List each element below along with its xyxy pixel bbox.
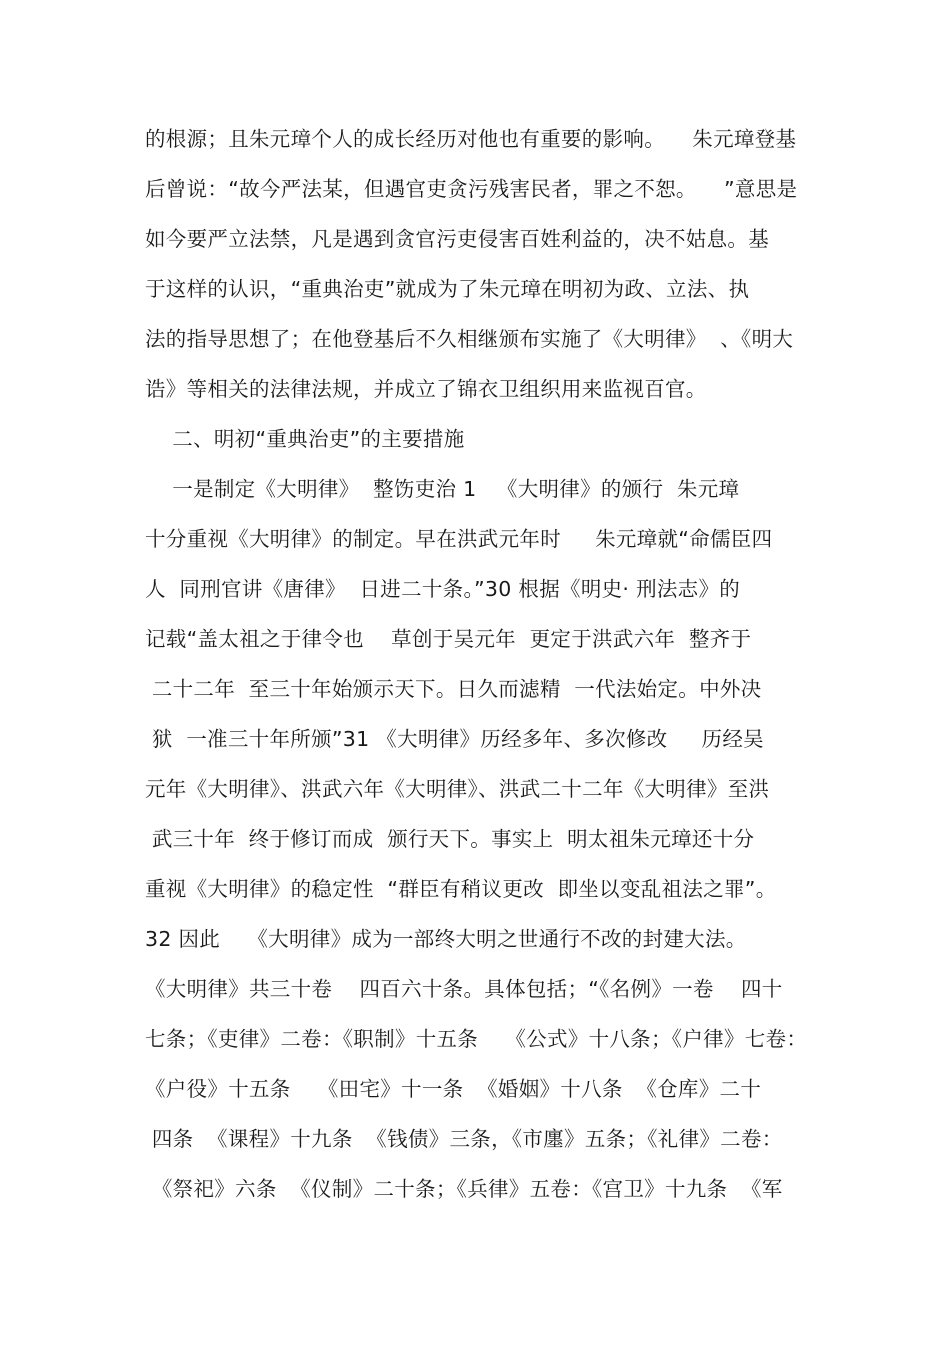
text-line: 法的指导思想了；在他登基后不久相继颁布实施了《大明律》 、《明大 bbox=[145, 327, 794, 351]
text-line: 狱 一准三十年所颁”31 《大明律》历经多年、多次修改 历经吴 bbox=[145, 727, 764, 751]
section-heading: 二、明初“重典治吏”的主要措施 bbox=[145, 427, 465, 451]
text-line: 后曾说：“故今严法某，但遇官吏贪污残害民者，罪之不恕。 ”意思是 bbox=[145, 177, 798, 201]
text-line: 《大明律》共三十卷 四百六十条。具体包括；“《名例》一卷 四十 bbox=[145, 977, 783, 1001]
text-line: 元年《大明律》、洪武六年《大明律》、洪武二十二年《大明律》至洪 bbox=[145, 777, 770, 801]
text-line: 武三十年 终于修订而成 颁行天下。事实上 明太祖朱元璋还十分 bbox=[145, 827, 755, 851]
text-line: 十分重视《大明律》的制定。早在洪武元年时 朱元璋就“命儒臣四 bbox=[145, 527, 773, 551]
text-line: 一是制定《大明律》 整饬吏治 1 《大明律》的颁行 朱元璋 bbox=[145, 477, 740, 501]
text-line: 七条；《吏律》二卷：《职制》十五条 《公式》十八条；《户律》七卷： bbox=[145, 1027, 808, 1051]
text-line: 《户役》十五条 《田宅》十一条 《婚姻》十八条 《仓库》二十 bbox=[145, 1077, 762, 1101]
text-line: 于这样的认识，“重典治吏”就成为了朱元璋在明初为政、立法、执 bbox=[145, 277, 750, 301]
text-line: 的根源；且朱元璋个人的成长经历对他也有重要的影响。 朱元璋登基 bbox=[145, 127, 797, 151]
text-line: 四条 《课程》十九条 《钱债》三条，《市廛》五条；《礼律》二卷： bbox=[145, 1127, 783, 1151]
text-line: 《祭祀》六条 《仪制》二十条；《兵律》五卷：《宫卫》十九条 《军 bbox=[145, 1177, 783, 1201]
text-line: 如今要严立法禁，凡是遇到贪官污吏侵害百姓利益的，决不姑息。基 bbox=[145, 227, 769, 251]
text-line: 32 因此 《大明律》成为一部终大明之世通行不改的封建大法。 bbox=[145, 927, 747, 951]
text-line: 重视《大明律》的稳定性 “群臣有稍议更改 即坐以变乱祖法之罪”。 bbox=[145, 877, 777, 901]
text-line: 人 同刑官讲《唐律》 日进二十条。”30 根据《明史· 刑法志》的 bbox=[145, 577, 741, 601]
text-line: 诰》等相关的法律法规，并成立了锦衣卫组织用来监视百官。 bbox=[145, 377, 707, 401]
text-line: 记载“盖太祖之于律令也 草创于吴元年 更定于洪武六年 整齐于 bbox=[145, 627, 752, 651]
text-line: 二十二年 至三十年始颁示天下。日久而滤精 一代法始定。中外决 bbox=[145, 677, 762, 701]
